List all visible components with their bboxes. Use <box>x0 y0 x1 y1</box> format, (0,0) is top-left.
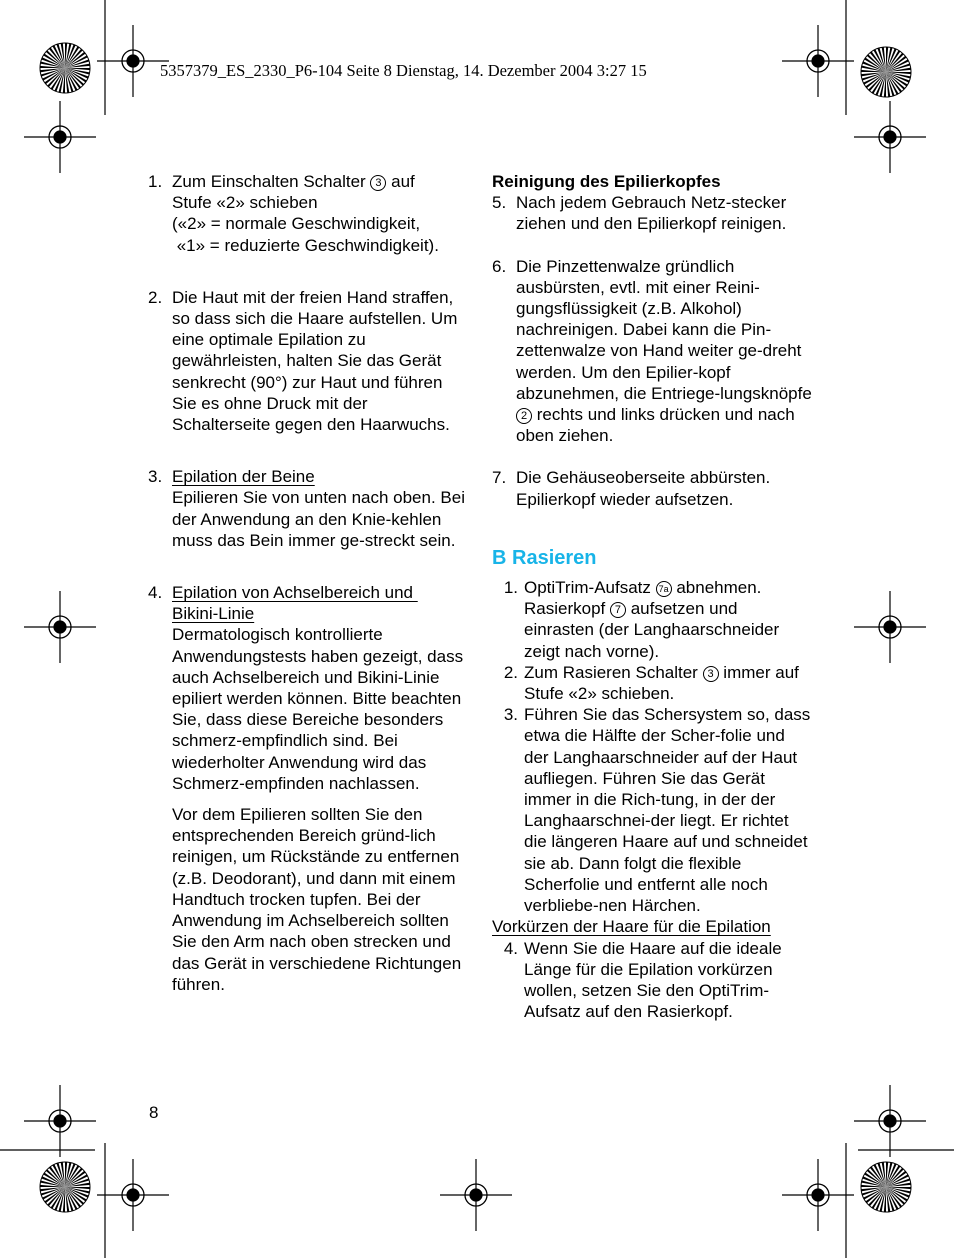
registration-crosshair-icon <box>440 1159 512 1231</box>
section-heading: Reinigung des Epilierkopfes <box>492 172 721 191</box>
item-number: 6. <box>492 256 507 276</box>
item-number: 7. <box>492 468 507 488</box>
left-column <box>148 171 468 995</box>
registration-crosshair-icon <box>782 25 854 97</box>
marker-3: 3 <box>703 666 719 682</box>
subheading: Vorkürzen der Haare für die Epilation <box>492 917 771 937</box>
item-text: «1» = reduzierte Geschwindigkeit). <box>172 235 439 255</box>
item-number: 5. <box>492 193 507 213</box>
registration-crosshair-icon <box>24 1085 96 1157</box>
item-text: Führen Sie das Schersystem so, dass etwa die Hälfte der Scher-folie und der Langhaarschneider auf der Haut aufliegen. Führen Sie das Gerät immer in die Rich-tung, in der der Langhaarschnei-der liegt. Er richtet die längeren Haare auf und schneidet sie ab. Dann folgt die flexible Scherfolie und entfernt alle noch verbliebe-nen Härchen. <box>524 705 811 916</box>
shave-item-2 <box>492 662 812 704</box>
item-number: 1. <box>503 578 518 598</box>
item-number: 3. <box>503 705 518 725</box>
registration-crosshair-icon <box>854 1085 926 1157</box>
shave-item-1 <box>492 577 812 662</box>
item-text: Zum Einschalten Schalter <box>172 172 371 191</box>
registration-crosshair-icon <box>854 101 926 173</box>
item-text: rechts und links drücken und nach oben ziehen. <box>516 405 795 446</box>
item-text: Dermatologisch kontrollierte Anwendungstests haben gezeigt, dass auch Achselbereich und Bikini-Linie epiliert werden können. Bitte beachten Sie, dass diese Bereiche besonders schmerz-empfindlich sind. Bei wiederholter Anwendung wird das Schmerz-empfinden nachlassen. <box>172 625 464 793</box>
list-item-3 <box>148 466 468 551</box>
registration-crosshair-icon <box>97 25 169 97</box>
list-item-4 <box>148 582 468 995</box>
item-text: Zum Rasieren Schalter <box>524 662 703 682</box>
item-number: 3. <box>148 467 163 487</box>
starburst-target-icon <box>40 43 90 93</box>
marker-7: 7 <box>610 602 626 618</box>
item-text: auf <box>386 172 415 191</box>
item-number: 2. <box>148 287 163 307</box>
item-text: Wenn Sie die Haare auf die ideale Länge für die Epilation vorkürzen wollen, setzen Sie den OptiTrim-Aufsatz auf den Rasierkopf. <box>524 938 782 1022</box>
list-item-7 <box>492 467 812 509</box>
item-text: Nach jedem Gebrauch Netz-stecker ziehen und den Epilierkopf reinigen. <box>516 193 787 234</box>
list-item-5 <box>492 192 812 234</box>
item-text: Epilieren Sie von unten nach oben. Bei der Anwendung an den Knie-kehlen muss das Bein immer ge-streckt sein. <box>172 488 465 550</box>
item-text: abnehmen. Rasierkopf <box>524 578 762 619</box>
item-title: Epilation von Achselbereich und <box>172 583 418 603</box>
print-header: 5357379_ES_2330_P6-104 Seite 8 Dienstag, 14. Dezember 2004 3:27 15 <box>160 61 647 80</box>
marker-7a: 7a <box>656 581 672 597</box>
item-text: Die Haut mit der freien Hand straffen, so dass sich die Haare aufstellen. Um eine optimale Epilation zu gewährleisten, halten Sie das Gerät senkrecht (90°) zur Haut und führen Sie es ohne Druck mit der Schalterseite gegen den Haarwuchs. <box>172 287 458 435</box>
list-item-6 <box>492 256 812 447</box>
item-text: immer auf Stufe «2» schieben. <box>524 662 799 704</box>
section-title: B Rasieren <box>492 546 597 569</box>
item-title: Epilation der Beine <box>172 467 315 487</box>
registration-crosshair-icon <box>782 1159 854 1231</box>
registration-crosshair-icon <box>24 591 96 663</box>
item-number: 4. <box>503 938 518 958</box>
registration-crosshair-icon <box>97 1159 169 1231</box>
shave-item-4 <box>492 938 812 1023</box>
list-item-1 <box>148 171 468 256</box>
registration-crosshair-icon <box>24 101 96 173</box>
item-text: Stufe «2» schieben <box>172 193 318 213</box>
shave-item-3 <box>492 704 812 916</box>
list-item-2 <box>148 287 468 435</box>
item-title: Bikini-Linie <box>172 604 255 624</box>
item-number: 2. <box>503 662 518 682</box>
item-text: («2» = normale Geschwindigkeit, <box>172 214 421 234</box>
marker-2: 2 <box>516 408 532 424</box>
starburst-target-icon <box>861 1162 911 1212</box>
item-text: OptiTrim-Aufsatz <box>524 578 656 598</box>
marker-3: 3 <box>370 175 386 191</box>
item-text: aufsetzen und einrasten (der Langhaarschneider zeigt nach vorne). <box>524 599 780 661</box>
item-text: Die Gehäuseoberseite abbürsten. Epilierkopf wieder aufsetzen. <box>516 468 771 509</box>
starburst-target-icon <box>40 1162 90 1212</box>
page-number: 8 <box>149 1103 159 1122</box>
right-column <box>492 171 812 1022</box>
starburst-target-icon <box>861 47 911 97</box>
item-text: Vor dem Epilieren sollten Sie den entsprechenden Bereich gründ-lich reinigen, um Rückstände zu entfernen (z.B. Deodorant), und dann mit einem Handtuch trocken tupfen. Bei der Anwendung im Achselbereich sollten Sie den Arm nach oben strecken und das Gerät in verschiedene Richtungen führen. <box>172 805 462 994</box>
item-text: Die Pinzettenwalze gründlich ausbürsten, evtl. mit einer Reini-gungsflüssigkeit (z.B. Alkohol) nachreinigen. Dabei kann die Pin-zettenwalze von Hand weiter ge-dreht werden. Um den Epilier-kopf abzunehmen, die Entriege-lungsknöpfe <box>516 256 812 403</box>
item-number: 1. <box>148 172 163 191</box>
registration-crosshair-icon <box>854 591 926 663</box>
item-number: 4. <box>148 583 163 603</box>
